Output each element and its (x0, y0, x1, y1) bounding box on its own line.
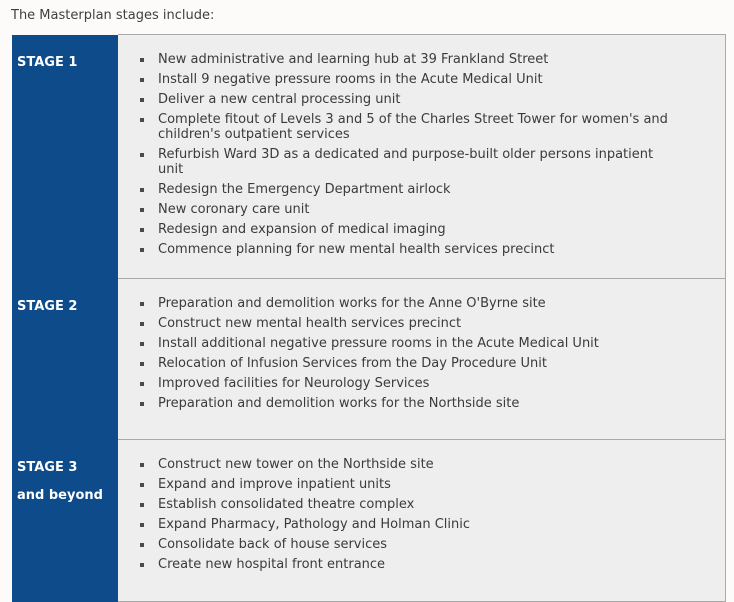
list-item: Redesign and expansion of medical imaging (138, 222, 678, 237)
stage-items-cell (118, 35, 726, 279)
stage-items-cell (118, 440, 726, 602)
stage-items-cell (118, 279, 726, 440)
list-item: Relocation of Infusion Services from the Day Procedure Unit (138, 356, 678, 371)
list-item: Improved facilities for Neurology Services (138, 376, 678, 391)
list-item: Preparation and demolition works for the Northside site (138, 396, 678, 411)
stage-items-list (118, 279, 725, 432)
list-item: Preparation and demolition works for the Anne O'Byrne site (138, 296, 678, 311)
list-item: Construct new tower on the Northside site (138, 457, 678, 472)
list-item: Redesign the Emergency Department airlock (138, 182, 678, 197)
list-item: Deliver a new central processing unit (138, 92, 678, 107)
list-item: New administrative and learning hub at 39 Frankland Street (138, 52, 678, 67)
stage-items-list (118, 440, 725, 593)
stage-label: STAGE 3 (17, 459, 78, 475)
list-item: Commence planning for new mental health services precinct (138, 242, 678, 257)
list-item: Install 9 negative pressure rooms in the Acute Medical Unit (138, 72, 678, 87)
stages-table (12, 34, 726, 602)
list-item: Complete fitout of Levels 3 and 5 of the Charles Street Tower for women's and children's outpatient services (138, 112, 678, 142)
stage-row-3 (12, 440, 726, 602)
list-item: Refurbish Ward 3D as a dedicated and purpose-built older persons inpatient unit (138, 147, 678, 177)
list-item: New coronary care unit (138, 202, 678, 217)
list-item: Install additional negative pressure rooms in the Acute Medical Unit (138, 336, 678, 351)
list-item: Construct new mental health services precinct (138, 316, 678, 331)
stage-items-list (118, 35, 725, 278)
list-item: Establish consolidated theatre complex (138, 497, 678, 512)
stage-row-1 (12, 35, 726, 279)
stage-sublabel: and beyond (17, 487, 103, 503)
list-item: Expand Pharmacy, Pathology and Holman Clinic (138, 517, 678, 532)
list-item: Expand and improve inpatient units (138, 477, 678, 492)
stage-row-2 (12, 279, 726, 440)
stage-label: STAGE 2 (17, 298, 78, 314)
stage-label-cell (12, 440, 118, 602)
list-item: Create new hospital front entrance (138, 557, 678, 572)
stage-label: STAGE 1 (17, 54, 78, 70)
list-item: Consolidate back of house services (138, 537, 678, 552)
intro-text: The Masterplan stages include: (11, 8, 215, 23)
stage-label-cell (12, 35, 118, 279)
stage-label-cell (12, 279, 118, 440)
